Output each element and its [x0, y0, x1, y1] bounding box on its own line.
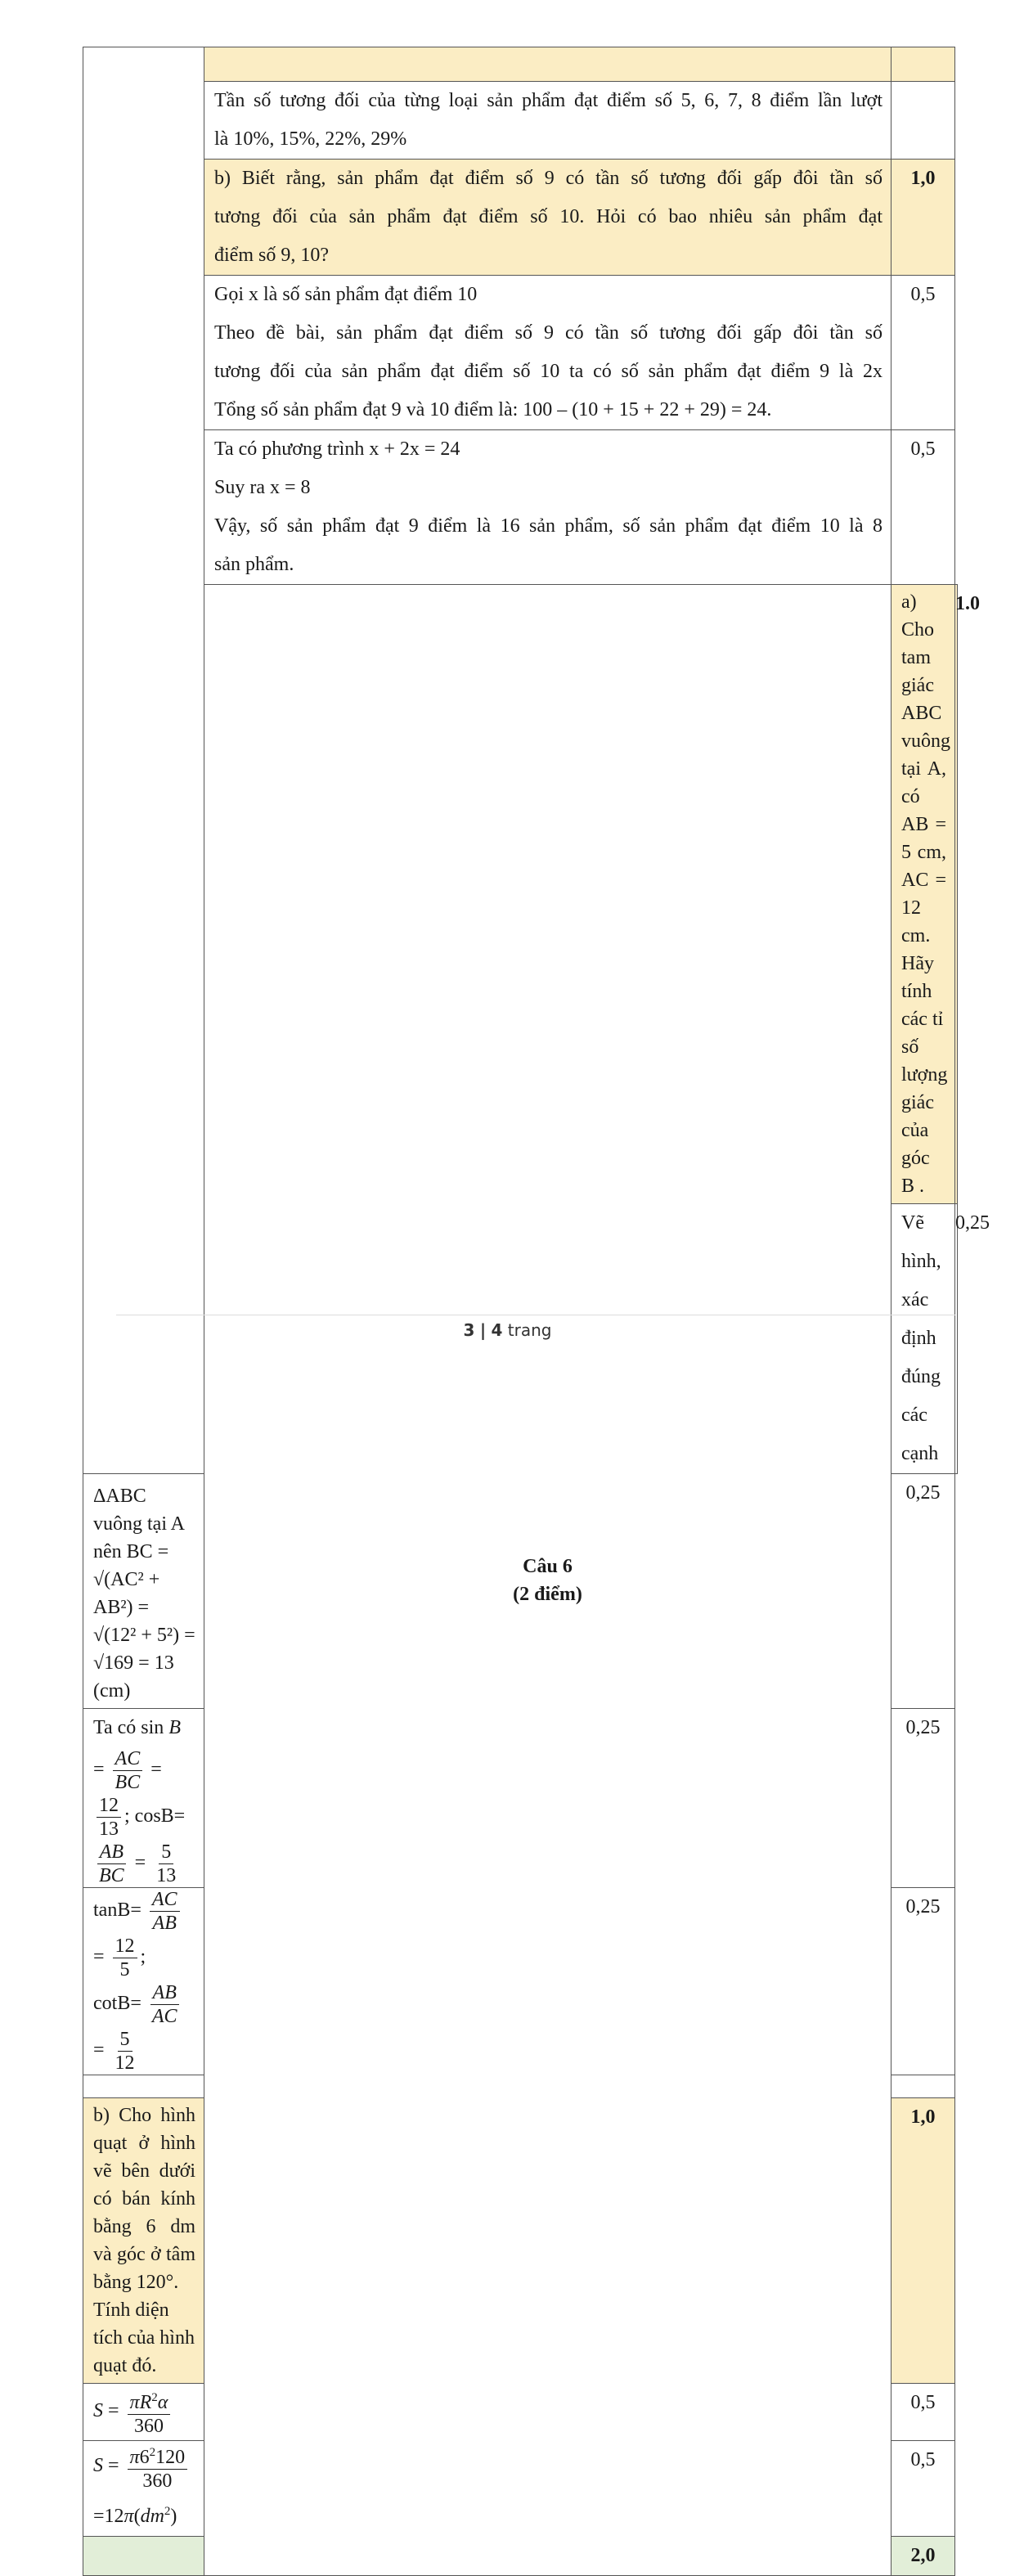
text-line: Suy ra x = 8	[214, 477, 311, 498]
text-line: tương đối của sản phẩm đạt điểm số 10. Hỏi có bao nhiêu sản phẩm đạt	[214, 206, 883, 227]
content-cell	[204, 430, 891, 585]
table-row	[83, 82, 958, 160]
formula-sinB: sin B = $\frac{AC}{BC}$ = $\frac{12}{13}$ ; cosB= $\frac{AB}{BC}$ = $\frac{5}{13}$	[93, 1717, 186, 1886]
answer-table	[83, 47, 990, 2576]
page-total: 4	[491, 1320, 503, 1340]
score-cell: 0,25	[891, 1888, 955, 2075]
score-cell: 0,5	[891, 2441, 955, 2537]
content-cell	[204, 82, 891, 160]
page-separator: |	[479, 1320, 487, 1340]
section-label-cell	[204, 585, 891, 2576]
content-cell	[83, 2384, 204, 2441]
empty-cell	[83, 2537, 204, 2576]
question-points: (2 điểm)	[513, 1583, 582, 1605]
question-cell	[891, 585, 955, 1204]
text-line: b) Cho hình quạt ở hình vẽ bên dưới có bán kính bằng 6 dm và góc ở tâm	[93, 2105, 195, 2265]
content-cell	[204, 276, 891, 430]
question-cell	[204, 160, 891, 276]
formula-sector-area: S = $\frac{\pi R^2\alpha}{360}$	[93, 2400, 173, 2421]
total-score-cell: 2,0	[891, 2537, 955, 2576]
score-cell	[891, 82, 955, 160]
formula-line: ΔABC vuông tại A nên BC = √(AC² + AB²) = √(12² + 5²) = √169 = 13	[93, 1486, 195, 1674]
question-cell	[83, 2098, 204, 2384]
text-line: Tần số tương đối của từng loại sản phẩm đạt điểm số 5, 6, 7, 8 điểm lần lượt	[214, 90, 883, 111]
table-row	[83, 160, 958, 276]
text-line: Theo đề bài, sản phẩm đạt điểm số 9 có tần số tương đối gấp đôi tần số	[214, 322, 883, 344]
empty-cell	[83, 2075, 204, 2098]
text-line: sản phẩm.	[214, 554, 294, 575]
text-line: Ta có phương trình x + 2x = 24	[214, 438, 460, 460]
text-line: Tổng số sản phẩm đạt 9 và 10 điểm là: 100 – (10 + 15 + 22 + 29) = 24.	[214, 399, 772, 420]
score-cell: 1,0	[891, 2098, 955, 2384]
empty-score-cell	[891, 2075, 955, 2098]
content-cell: Vẽ hình, xác định đúng các cạnh	[891, 1204, 955, 1474]
score-cell: 0,25	[955, 1204, 958, 1474]
page-number: 3	[463, 1320, 475, 1340]
section-cell-empty	[83, 47, 204, 1474]
text-line: Vậy, số sản phẩm đạt 9 điểm là 16 sản phẩm, số sản phẩm đạt điểm 10 là 8	[214, 515, 883, 537]
text-line: a) Cho tam giác ABC vuông tại A, có AB = 5 cm, AC = 12 cm. Hãy tính	[901, 591, 950, 1002]
empty-cell	[204, 47, 891, 82]
page-word: trang	[507, 1320, 552, 1340]
text-line: điểm số 9, 10?	[214, 245, 329, 266]
page-footer	[0, 1320, 1015, 1340]
text-line: là 10%, 15%, 22%, 29%	[214, 128, 407, 150]
text-line: bằng 120°. Tính diện tích của hình quạt đó.	[93, 2272, 195, 2376]
text-line: Gọi x là số sản phẩm đạt điểm 10	[214, 284, 478, 305]
score-cell: 1.0	[955, 585, 958, 1204]
score-cell: 0,25	[891, 1474, 955, 1709]
content-cell	[83, 1474, 204, 1709]
formula-tanB: tanB= $\frac{AC}{AB}$ = $\frac{12}{5}$ ; cotB= $\frac{AB}{AC}$ = $\frac{5}{12}$	[93, 1899, 183, 2061]
content-cell	[83, 1709, 204, 1888]
empty-score-cell	[891, 47, 955, 82]
score-cell: 0,25	[891, 1709, 955, 1888]
question-number: Câu 6	[523, 1555, 573, 1577]
table-row	[83, 47, 958, 82]
formula-sector-result: S = $\frac{\pi 6^2120}{360}$ $=12\pi(dm^2)$	[93, 2455, 191, 2527]
content-cell	[83, 2441, 204, 2537]
text-prefix: Ta có	[93, 1717, 137, 1738]
text-line: b) Biết rằng, sản phẩm đạt điểm số 9 có tần số tương đối gấp đôi tần số	[214, 168, 883, 189]
table-row	[83, 585, 958, 1204]
text-line: các tỉ số lượng giác của góc B .	[901, 1009, 948, 1197]
score-cell: 0,5	[891, 430, 955, 585]
score-cell: 0,5	[891, 2384, 955, 2441]
table-row	[83, 276, 958, 430]
score-cell: 0,5	[891, 276, 955, 430]
table-row	[83, 430, 958, 585]
text-line: (cm)	[93, 1680, 131, 1702]
content-cell	[83, 1888, 204, 2075]
text-line: tương đối của sản phẩm đạt điểm số 10 ta có số sản phẩm đạt điểm 9 là 2x	[214, 361, 883, 382]
score-cell: 1,0	[891, 160, 955, 276]
